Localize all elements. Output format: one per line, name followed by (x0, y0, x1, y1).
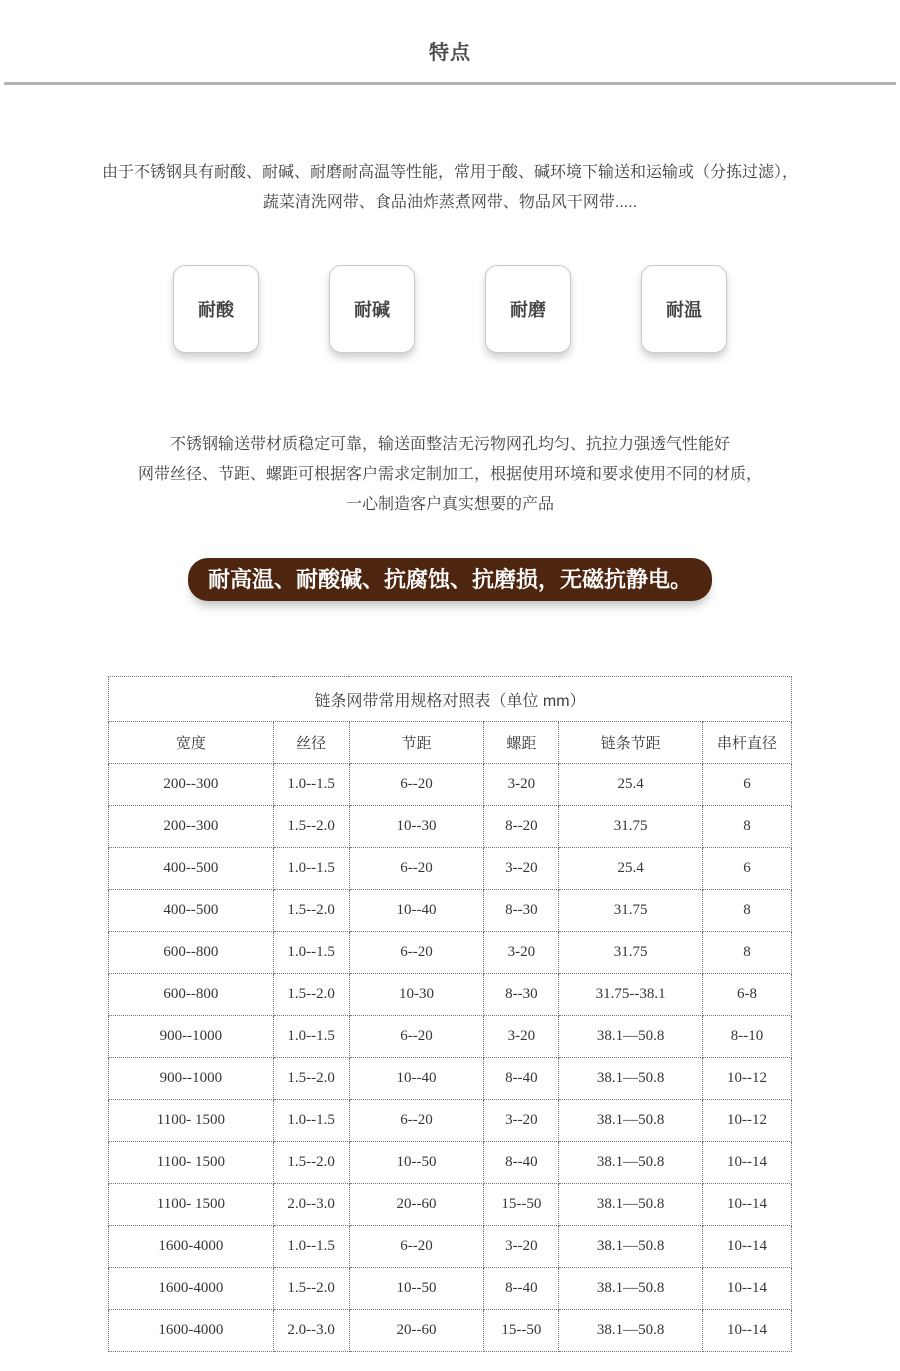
table-cell: 3-20 (484, 764, 559, 806)
table-cell: 1100- 1500 (109, 1184, 274, 1226)
table-cell: 1.5--2.0 (273, 1058, 349, 1100)
table-cell: 3--20 (484, 1226, 559, 1268)
table-cell: 3-20 (484, 1016, 559, 1058)
column-header-width: 宽度 (109, 722, 274, 764)
table-cell: 8--10 (703, 1016, 792, 1058)
table-cell: 31.75 (559, 806, 703, 848)
table-cell: 600--800 (109, 974, 274, 1016)
table-cell: 1100- 1500 (109, 1142, 274, 1184)
table-row (109, 1142, 792, 1184)
table-row (109, 890, 792, 932)
table-cell: 10--40 (349, 1058, 484, 1100)
table-cell: 10--14 (703, 1310, 792, 1352)
badge-acid-resistant (173, 265, 259, 353)
feature-badges (0, 265, 900, 353)
table-cell: 15--50 (484, 1310, 559, 1352)
table-cell: 900--1000 (109, 1058, 274, 1100)
table-cell: 1600-4000 (109, 1268, 274, 1310)
table-cell: 10--12 (703, 1100, 792, 1142)
table-cell: 6-8 (703, 974, 792, 1016)
table-cell: 400--500 (109, 848, 274, 890)
column-header-rod-diameter: 串杆直径 (703, 722, 792, 764)
badge-wear-resistant (485, 265, 571, 353)
table-cell: 1.0--1.5 (273, 1016, 349, 1058)
table-cell: 600--800 (109, 932, 274, 974)
table-cell: 6--20 (349, 932, 484, 974)
table-cell: 1100- 1500 (109, 1100, 274, 1142)
description-paragraph (0, 430, 900, 520)
table-cell: 200--300 (109, 806, 274, 848)
badge-label: 耐酸 (198, 300, 234, 320)
table-cell: 1.5--2.0 (273, 1268, 349, 1310)
table-cell: 25.4 (559, 848, 703, 890)
table-cell: 1.5--2.0 (273, 974, 349, 1016)
table-cell: 1.5--2.0 (273, 1142, 349, 1184)
table-cell: 1600-4000 (109, 1310, 274, 1352)
table-cell: 38.1—50.8 (559, 1268, 703, 1310)
table-cell: 2.0--3.0 (273, 1184, 349, 1226)
spec-table-title: 链条网带常用规格对照表（单位 mm） (109, 677, 792, 722)
table-cell: 38.1—50.8 (559, 1142, 703, 1184)
column-header-screw-pitch: 螺距 (484, 722, 559, 764)
table-cell: 10--14 (703, 1184, 792, 1226)
table-cell: 6--20 (349, 1100, 484, 1142)
spec-table-section (0, 676, 900, 1352)
badge-alkali-resistant (329, 265, 415, 353)
column-header-chain-pitch: 链条节距 (559, 722, 703, 764)
table-cell: 8--40 (484, 1142, 559, 1184)
table-cell: 31.75 (559, 932, 703, 974)
table-cell: 2.0--3.0 (273, 1310, 349, 1352)
badge-label: 耐磨 (510, 300, 546, 320)
intro-line: 蔬菜清洗网带、食品油炸蒸煮网带、物品风干网带..... (262, 194, 638, 211)
table-row (109, 1184, 792, 1226)
page-heading: 特点 (429, 42, 471, 64)
table-title-row (109, 677, 792, 722)
column-header-pitch: 节距 (349, 722, 484, 764)
table-cell: 200--300 (109, 764, 274, 806)
table-header-row (109, 722, 792, 764)
table-row (109, 1058, 792, 1100)
spec-table (108, 676, 792, 1352)
page-header (0, 0, 900, 82)
table-cell: 6 (703, 848, 792, 890)
column-header-wire-diameter: 丝径 (273, 722, 349, 764)
table-cell: 3--20 (484, 1100, 559, 1142)
table-cell: 38.1—50.8 (559, 1184, 703, 1226)
table-cell: 8--40 (484, 1268, 559, 1310)
table-cell: 1.0--1.5 (273, 1100, 349, 1142)
table-row (109, 764, 792, 806)
table-cell: 38.1—50.8 (559, 1100, 703, 1142)
table-cell: 900--1000 (109, 1016, 274, 1058)
table-cell: 1.5--2.0 (273, 890, 349, 932)
table-cell: 1.0--1.5 (273, 1226, 349, 1268)
table-cell: 6--20 (349, 848, 484, 890)
table-cell: 8 (703, 932, 792, 974)
table-row (109, 848, 792, 890)
table-cell: 3-20 (484, 932, 559, 974)
table-cell: 8--20 (484, 806, 559, 848)
description-line: 不锈钢输送带材质稳定可靠，输送面整洁无污物网孔均匀、抗拉力强透气性能好 (169, 436, 730, 453)
table-cell: 8 (703, 890, 792, 932)
table-cell: 1.0--1.5 (273, 848, 349, 890)
badge-temperature-resistant (641, 265, 727, 353)
badge-label: 耐温 (666, 300, 702, 320)
table-row (109, 1226, 792, 1268)
table-cell: 1600-4000 (109, 1226, 274, 1268)
table-cell: 25.4 (559, 764, 703, 806)
table-row (109, 1100, 792, 1142)
table-row (109, 1016, 792, 1058)
spec-table-body (109, 764, 792, 1352)
intro-line: 由于不锈钢具有耐酸、耐碱、耐磨耐高温等性能，常用于酸、碱环境下输送和运输或（分拣过滤）， (101, 164, 798, 181)
table-cell: 38.1—50.8 (559, 1226, 703, 1268)
table-cell: 38.1—50.8 (559, 1016, 703, 1058)
table-cell: 8--30 (484, 974, 559, 1016)
badge-label: 耐碱 (354, 300, 390, 320)
table-row (109, 806, 792, 848)
table-cell: 31.75--38.1 (559, 974, 703, 1016)
table-cell: 10--50 (349, 1268, 484, 1310)
table-cell: 6--20 (349, 764, 484, 806)
table-cell: 10-30 (349, 974, 484, 1016)
table-cell: 1.0--1.5 (273, 932, 349, 974)
table-cell: 1.0--1.5 (273, 764, 349, 806)
table-row (109, 1268, 792, 1310)
table-cell: 400--500 (109, 890, 274, 932)
table-cell: 8--30 (484, 890, 559, 932)
table-cell: 3--20 (484, 848, 559, 890)
table-cell: 10--12 (703, 1058, 792, 1100)
banner-row (0, 558, 900, 601)
description-line: 一心制造客户真实想要的产品 (345, 496, 554, 513)
table-cell: 10--14 (703, 1142, 792, 1184)
table-cell: 10--40 (349, 890, 484, 932)
description-line: 网带丝径、节距、螺距可根据客户需求定制加工，根据使用环境和要求使用不同的材质， (137, 466, 762, 483)
highlight-banner: 耐高温、耐酸碱、抗腐蚀、抗磨损，无磁抗静电。 (188, 558, 712, 601)
table-row (109, 932, 792, 974)
table-cell: 1.5--2.0 (273, 806, 349, 848)
table-cell: 38.1—50.8 (559, 1310, 703, 1352)
table-cell: 6 (703, 764, 792, 806)
table-cell: 20--60 (349, 1184, 484, 1226)
table-cell: 10--14 (703, 1226, 792, 1268)
table-cell: 15--50 (484, 1184, 559, 1226)
table-cell: 8 (703, 806, 792, 848)
table-row (109, 1310, 792, 1352)
table-cell: 38.1—50.8 (559, 1058, 703, 1100)
table-row (109, 974, 792, 1016)
table-cell: 10--50 (349, 1142, 484, 1184)
table-cell: 20--60 (349, 1310, 484, 1352)
header-divider (4, 82, 896, 85)
table-cell: 10--30 (349, 806, 484, 848)
table-cell: 8--40 (484, 1058, 559, 1100)
table-cell: 6--20 (349, 1016, 484, 1058)
table-cell: 10--14 (703, 1268, 792, 1310)
intro-paragraph (0, 158, 900, 218)
table-cell: 6--20 (349, 1226, 484, 1268)
table-cell: 31.75 (559, 890, 703, 932)
